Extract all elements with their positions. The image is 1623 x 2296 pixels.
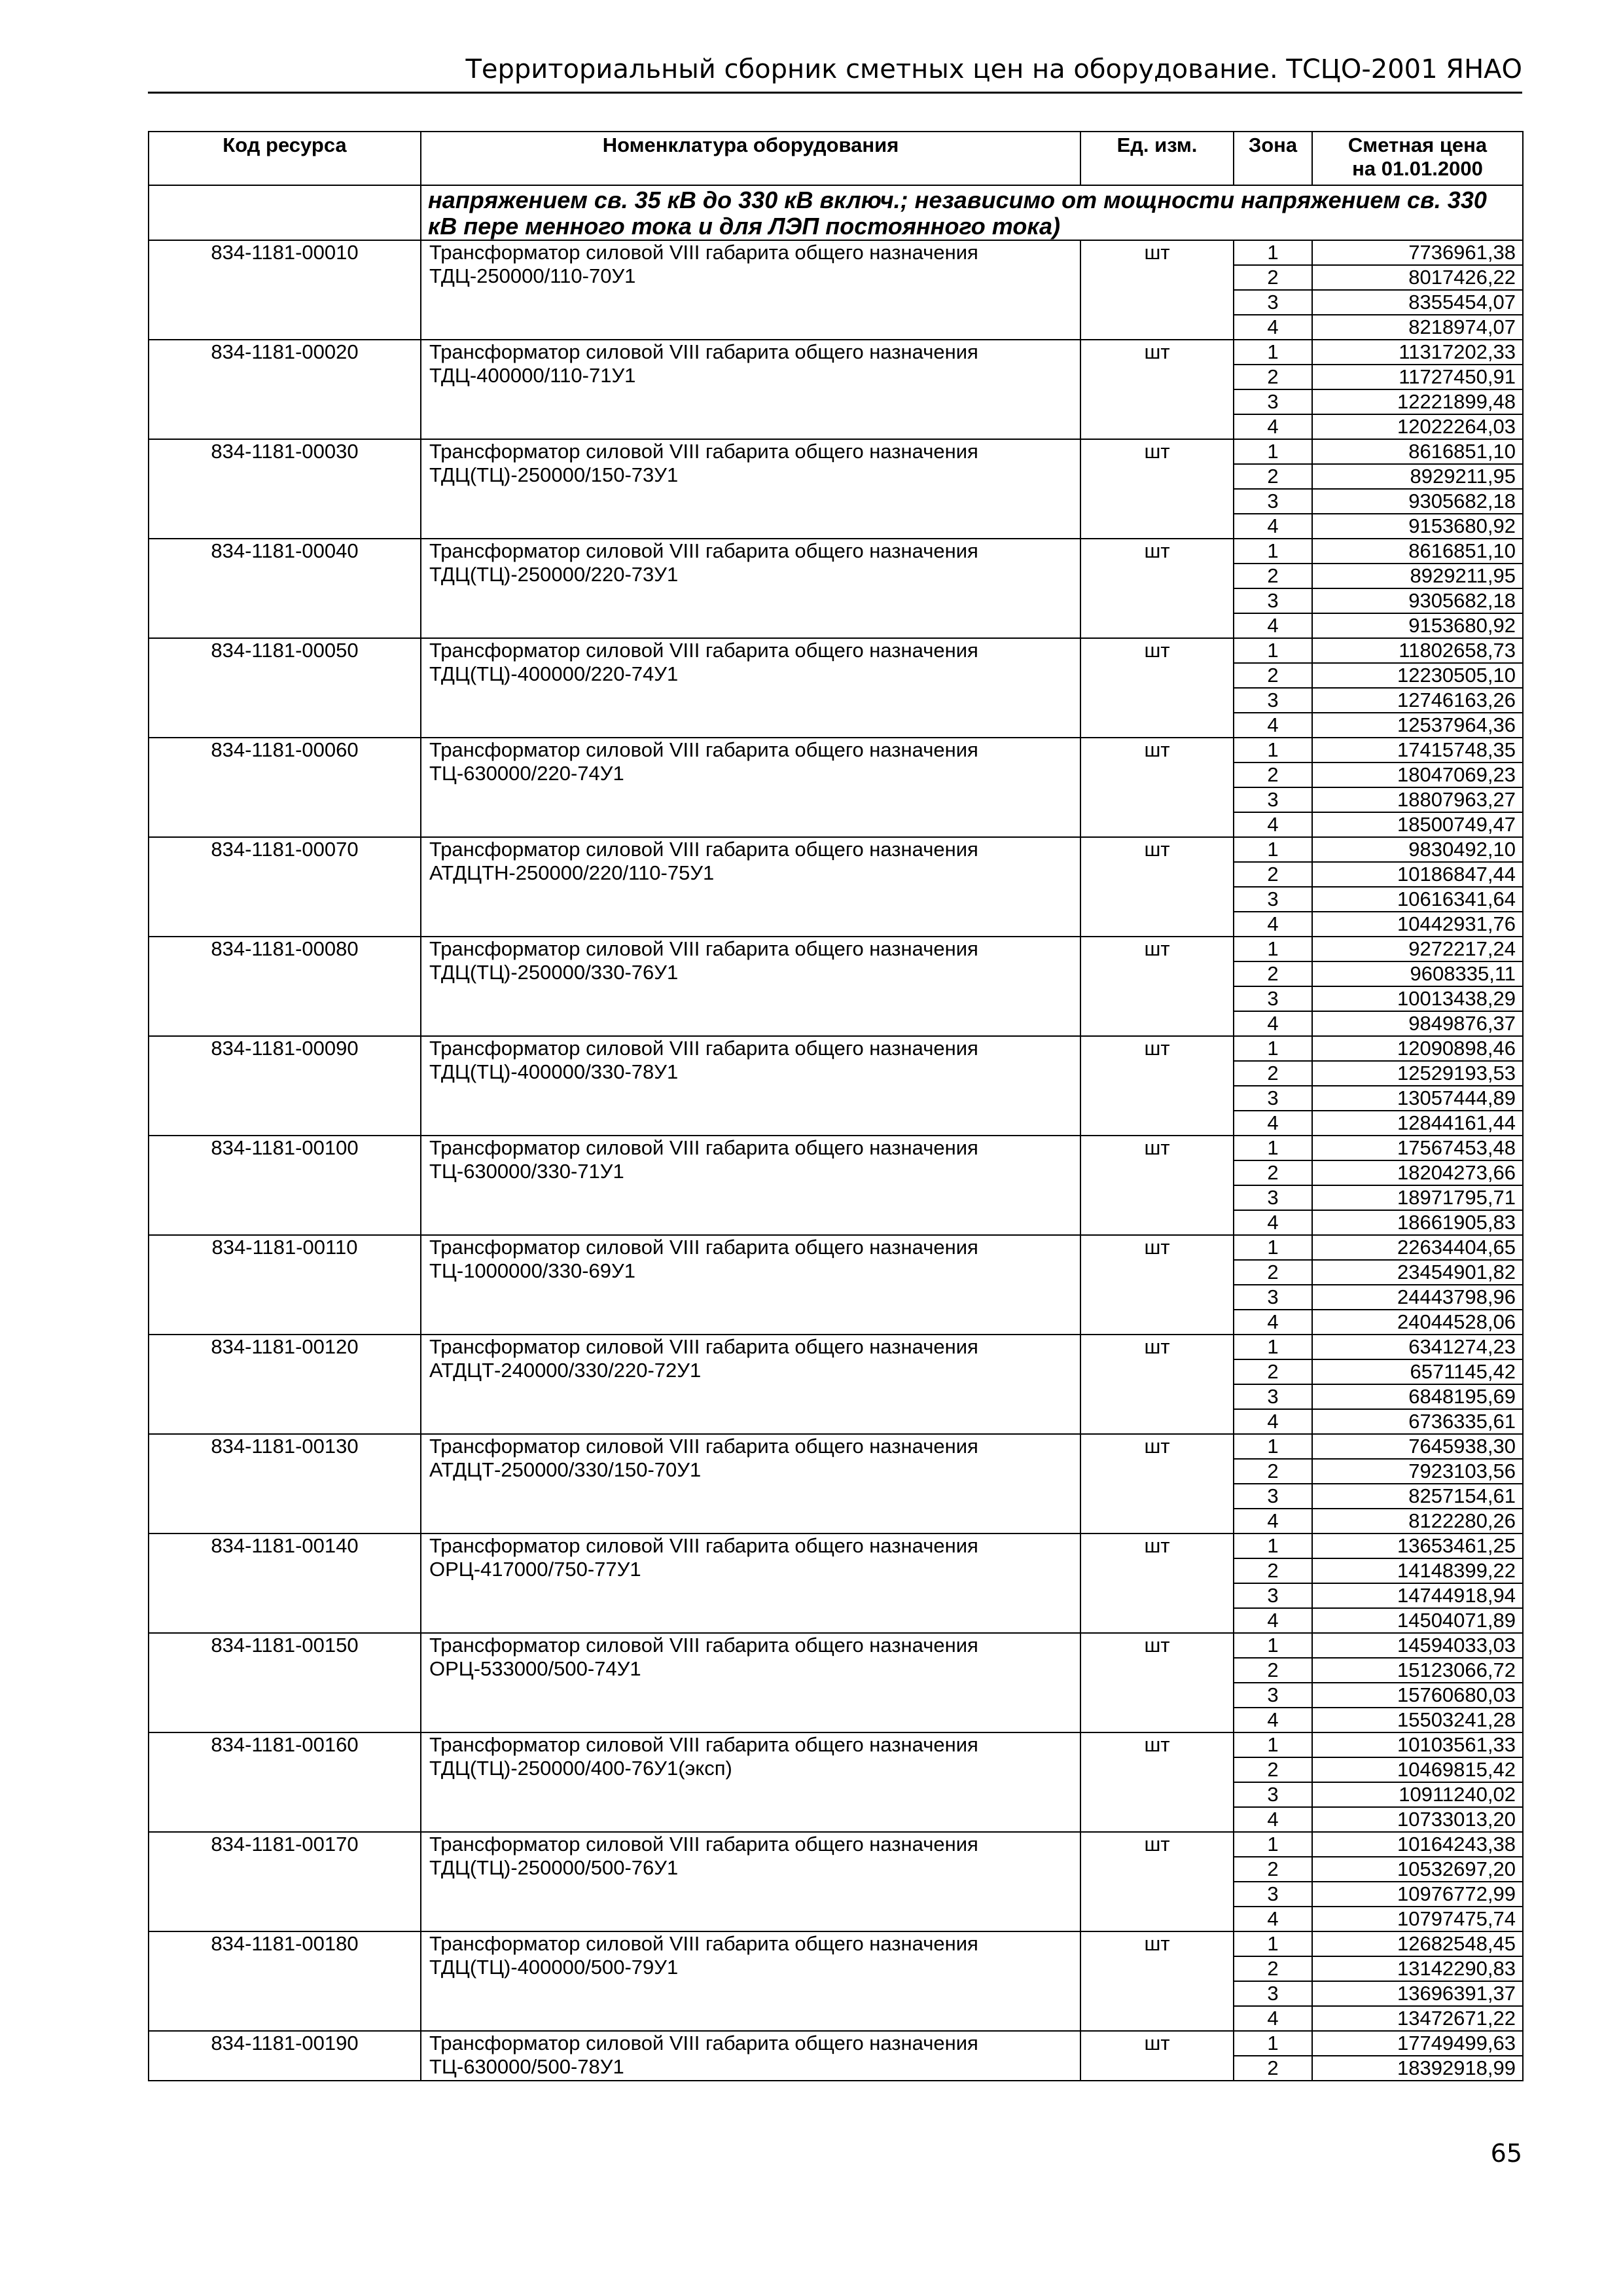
zone-number: 3 [1234, 1782, 1312, 1807]
estimated-price: 12682548,45 [1312, 1931, 1523, 1956]
zone-number: 4 [1234, 1608, 1312, 1633]
zone-number: 4 [1234, 1409, 1312, 1434]
equipment-name: Трансформатор силовой VIII габарита общего назначения ТДЦ(ТЦ)-250000/330-76У1 [421, 937, 1080, 1036]
unit-of-measure: шт [1080, 1335, 1234, 1434]
zone-number: 3 [1234, 588, 1312, 613]
estimated-price: 10013438,29 [1312, 986, 1523, 1011]
unit-of-measure: шт [1080, 1136, 1234, 1235]
zone-number: 4 [1234, 713, 1312, 738]
zone-number: 2 [1234, 961, 1312, 986]
table-row [149, 638, 1523, 663]
resource-code: 834-1181-00060 [149, 738, 421, 837]
zone-number: 1 [1234, 1235, 1312, 1260]
zone-number: 4 [1234, 1210, 1312, 1235]
estimated-price: 18807963,27 [1312, 787, 1523, 812]
equipment-name: Трансформатор силовой VIII габарита общего назначения ТЦ-630000/500-78У1 [421, 2031, 1080, 2081]
zone-number: 2 [1234, 1956, 1312, 1981]
zone-number: 4 [1234, 1807, 1312, 1832]
zone-number: 1 [1234, 937, 1312, 961]
zone-number: 3 [1234, 1086, 1312, 1111]
estimated-price: 9608335,11 [1312, 961, 1523, 986]
estimated-price: 24044528,06 [1312, 1310, 1523, 1335]
equipment-name: Трансформатор силовой VIII габарита общего назначения ТДЦ(ТЦ)-250000/150-73У1 [421, 439, 1080, 539]
zone-number: 1 [1234, 1732, 1312, 1757]
zone-number: 1 [1234, 439, 1312, 464]
zone-number: 1 [1234, 638, 1312, 663]
zone-number: 3 [1234, 489, 1312, 514]
table-row [149, 1235, 1523, 1260]
estimated-price: 8929211,95 [1312, 564, 1523, 588]
estimated-price: 10976772,99 [1312, 1882, 1523, 1907]
column-header-unit: Ед. изм. [1080, 132, 1234, 185]
unit-of-measure: шт [1080, 1434, 1234, 1534]
estimated-price: 15123066,72 [1312, 1658, 1523, 1683]
estimated-price: 7645938,30 [1312, 1434, 1523, 1459]
estimated-price: 8616851,10 [1312, 539, 1523, 564]
zone-number: 2 [1234, 1359, 1312, 1384]
estimated-price: 8218974,07 [1312, 315, 1523, 340]
section-title: напряжением св. 35 кВ до 330 кВ включ.; независимо от мощности напряжением св. 330 кВ пере менного тока и для ЛЭП постоянного тока) [421, 185, 1523, 240]
table-row [149, 1633, 1523, 1658]
zone-number: 2 [1234, 265, 1312, 290]
unit-of-measure: шт [1080, 1732, 1234, 1832]
estimated-price: 12230505,10 [1312, 663, 1523, 688]
table-row [149, 1732, 1523, 1757]
estimated-price: 8355454,07 [1312, 290, 1523, 315]
resource-code: 834-1181-00180 [149, 1931, 421, 2031]
zone-number: 2 [1234, 1558, 1312, 1583]
page-header-title: Территориальный сборник сметных цен на оборудование. ТСЦО-2001 ЯНАО [465, 54, 1522, 84]
resource-code: 834-1181-00120 [149, 1335, 421, 1434]
zone-number: 3 [1234, 1583, 1312, 1608]
unit-of-measure: шт [1080, 2031, 1234, 2081]
equipment-name: Трансформатор силовой VIII габарита общего назначения ТДЦ-250000/110-70У1 [421, 240, 1080, 340]
estimated-price: 12844161,44 [1312, 1111, 1523, 1136]
price-table [148, 131, 1524, 2081]
table-row [149, 240, 1523, 265]
column-header-zone: Зона [1234, 132, 1312, 185]
estimated-price: 10797475,74 [1312, 1907, 1523, 1931]
zone-number: 1 [1234, 738, 1312, 762]
estimated-price: 6571145,42 [1312, 1359, 1523, 1384]
zone-number: 3 [1234, 1683, 1312, 1708]
estimated-price: 9830492,10 [1312, 837, 1523, 862]
equipment-name: Трансформатор силовой VIII габарита общего назначения ТДЦ(ТЦ)-400000/220-74У1 [421, 638, 1080, 738]
table-row [149, 1335, 1523, 1359]
estimated-price: 17415748,35 [1312, 738, 1523, 762]
zone-number: 1 [1234, 2031, 1312, 2056]
estimated-price: 7923103,56 [1312, 1459, 1523, 1484]
zone-number: 4 [1234, 1111, 1312, 1136]
estimated-price: 18500749,47 [1312, 812, 1523, 837]
zone-number: 4 [1234, 514, 1312, 539]
zone-number: 1 [1234, 1335, 1312, 1359]
table-row [149, 1832, 1523, 1857]
resource-code: 834-1181-00190 [149, 2031, 421, 2081]
estimated-price: 6736335,61 [1312, 1409, 1523, 1434]
estimated-price: 6341274,23 [1312, 1335, 1523, 1359]
resource-code: 834-1181-00070 [149, 837, 421, 937]
estimated-price: 8122280,26 [1312, 1509, 1523, 1534]
estimated-price: 11727450,91 [1312, 365, 1523, 389]
estimated-price: 9153680,92 [1312, 613, 1523, 638]
resource-code: 834-1181-00150 [149, 1633, 421, 1732]
estimated-price: 9305682,18 [1312, 489, 1523, 514]
estimated-price: 10186847,44 [1312, 862, 1523, 887]
estimated-price: 9305682,18 [1312, 588, 1523, 613]
estimated-price: 10103561,33 [1312, 1732, 1523, 1757]
estimated-price: 13057444,89 [1312, 1086, 1523, 1111]
zone-number: 2 [1234, 1857, 1312, 1882]
estimated-price: 17567453,48 [1312, 1136, 1523, 1160]
estimated-price: 23454901,82 [1312, 1260, 1523, 1285]
unit-of-measure: шт [1080, 1931, 1234, 2031]
table-row [149, 1136, 1523, 1160]
estimated-price: 10911240,02 [1312, 1782, 1523, 1807]
table-row [149, 837, 1523, 862]
equipment-name: Трансформатор силовой VIII габарита общего назначения ТДЦ(ТЦ)-250000/500-76У1 [421, 1832, 1080, 1931]
estimated-price: 12090898,46 [1312, 1036, 1523, 1061]
resource-code: 834-1181-00170 [149, 1832, 421, 1931]
unit-of-measure: шт [1080, 937, 1234, 1036]
zone-number: 3 [1234, 1882, 1312, 1907]
zone-number: 1 [1234, 539, 1312, 564]
equipment-name: Трансформатор силовой VIII габарита общего назначения ТЦ-630000/220-74У1 [421, 738, 1080, 837]
estimated-price: 18971795,71 [1312, 1185, 1523, 1210]
equipment-name: Трансформатор силовой VIII габарита общего назначения АТДЦТ-250000/330/150-70У1 [421, 1434, 1080, 1534]
equipment-name: Трансформатор силовой VIII габарита общего назначения ТЦ-1000000/330-69У1 [421, 1235, 1080, 1335]
zone-number: 3 [1234, 389, 1312, 414]
column-header-price-line2: на 01.01.2000 [1352, 157, 1483, 180]
column-header-code: Код ресурса [149, 132, 421, 185]
zone-number: 2 [1234, 762, 1312, 787]
zone-number: 4 [1234, 2006, 1312, 2031]
equipment-name: Трансформатор силовой VIII габарита общего назначения ТДЦ(ТЦ)-400000/330-78У1 [421, 1036, 1080, 1136]
equipment-name: Трансформатор силовой VIII габарита общего назначения ОРЦ-417000/750-77У1 [421, 1534, 1080, 1633]
estimated-price: 12221899,48 [1312, 389, 1523, 414]
zone-number: 4 [1234, 1509, 1312, 1534]
header-divider [148, 92, 1522, 94]
unit-of-measure: шт [1080, 1832, 1234, 1931]
zone-number: 3 [1234, 787, 1312, 812]
zone-number: 2 [1234, 1160, 1312, 1185]
zone-number: 2 [1234, 1061, 1312, 1086]
table-row [149, 1534, 1523, 1558]
resource-code: 834-1181-00090 [149, 1036, 421, 1136]
estimated-price: 14594033,03 [1312, 1633, 1523, 1658]
estimated-price: 10532697,20 [1312, 1857, 1523, 1882]
table-row [149, 539, 1523, 564]
zone-number: 4 [1234, 414, 1312, 439]
zone-number: 2 [1234, 1658, 1312, 1683]
zone-number: 1 [1234, 1832, 1312, 1857]
estimated-price: 13472671,22 [1312, 2006, 1523, 2031]
zone-number: 3 [1234, 1285, 1312, 1310]
column-header-name: Номенклатура оборудования [421, 132, 1080, 185]
estimated-price: 14504071,89 [1312, 1608, 1523, 1633]
estimated-price: 12022264,03 [1312, 414, 1523, 439]
page-number: 65 [1490, 2139, 1522, 2168]
zone-number: 4 [1234, 315, 1312, 340]
zone-number: 1 [1234, 1036, 1312, 1061]
zone-number: 3 [1234, 290, 1312, 315]
zone-number: 2 [1234, 1260, 1312, 1285]
estimated-price: 8616851,10 [1312, 439, 1523, 464]
zone-number: 2 [1234, 2056, 1312, 2081]
table-row [149, 738, 1523, 762]
estimated-price: 11317202,33 [1312, 340, 1523, 365]
section-row [149, 185, 1523, 240]
estimated-price: 13696391,37 [1312, 1981, 1523, 2006]
estimated-price: 12746163,26 [1312, 688, 1523, 713]
equipment-name: Трансформатор силовой VIII габарита общего назначения ТДЦ(ТЦ)-250000/400-76У1(эксп) [421, 1732, 1080, 1832]
unit-of-measure: шт [1080, 340, 1234, 439]
estimated-price: 18392918,99 [1312, 2056, 1523, 2081]
zone-number: 4 [1234, 812, 1312, 837]
estimated-price: 12537964,36 [1312, 713, 1523, 738]
estimated-price: 9849876,37 [1312, 1011, 1523, 1036]
zone-number: 2 [1234, 464, 1312, 489]
resource-code: 834-1181-00020 [149, 340, 421, 439]
estimated-price: 8017426,22 [1312, 265, 1523, 290]
unit-of-measure: шт [1080, 539, 1234, 638]
section-empty-cell [149, 185, 421, 240]
table-row [149, 1036, 1523, 1061]
zone-number: 2 [1234, 862, 1312, 887]
resource-code: 834-1181-00100 [149, 1136, 421, 1235]
estimated-price: 17749499,63 [1312, 2031, 1523, 2056]
estimated-price: 6848195,69 [1312, 1384, 1523, 1409]
equipment-name: Трансформатор силовой VIII габарита общего назначения ОРЦ-533000/500-74У1 [421, 1633, 1080, 1732]
resource-code: 834-1181-00010 [149, 240, 421, 340]
zone-number: 2 [1234, 1757, 1312, 1782]
equipment-name: Трансформатор силовой VIII габарита общего назначения ТЦ-630000/330-71У1 [421, 1136, 1080, 1235]
table-row [149, 340, 1523, 365]
column-header-price [1312, 132, 1523, 185]
estimated-price: 10733013,20 [1312, 1807, 1523, 1832]
zone-number: 1 [1234, 837, 1312, 862]
zone-number: 2 [1234, 365, 1312, 389]
unit-of-measure: шт [1080, 1633, 1234, 1732]
zone-number: 4 [1234, 1011, 1312, 1036]
zone-number: 1 [1234, 1931, 1312, 1956]
table-row [149, 2031, 1523, 2056]
estimated-price: 7736961,38 [1312, 240, 1523, 265]
zone-number: 1 [1234, 340, 1312, 365]
zone-number: 2 [1234, 1459, 1312, 1484]
zone-number: 4 [1234, 1907, 1312, 1931]
unit-of-measure: шт [1080, 439, 1234, 539]
estimated-price: 8257154,61 [1312, 1484, 1523, 1509]
estimated-price: 11802658,73 [1312, 638, 1523, 663]
estimated-price: 18047069,23 [1312, 762, 1523, 787]
resource-code: 834-1181-00050 [149, 638, 421, 738]
zone-number: 1 [1234, 1534, 1312, 1558]
estimated-price: 10616341,64 [1312, 887, 1523, 912]
estimated-price: 10469815,42 [1312, 1757, 1523, 1782]
zone-number: 1 [1234, 1136, 1312, 1160]
estimated-price: 10442931,76 [1312, 912, 1523, 937]
resource-code: 834-1181-00140 [149, 1534, 421, 1633]
zone-number: 3 [1234, 1384, 1312, 1409]
equipment-name: Трансформатор силовой VIII габарита общего назначения ТДЦ(ТЦ)-400000/500-79У1 [421, 1931, 1080, 2031]
equipment-name: Трансформатор силовой VIII габарита общего назначения АТДЦТ-240000/330/220-72У1 [421, 1335, 1080, 1434]
zone-number: 4 [1234, 1708, 1312, 1732]
table-row [149, 439, 1523, 464]
table-row [149, 1434, 1523, 1459]
resource-code: 834-1181-00030 [149, 439, 421, 539]
estimated-price: 10164243,38 [1312, 1832, 1523, 1857]
unit-of-measure: шт [1080, 1534, 1234, 1633]
table-header-row [149, 132, 1523, 185]
table-row [149, 1931, 1523, 1956]
zone-number: 3 [1234, 1484, 1312, 1509]
column-header-price-line1: Сметная цена [1347, 134, 1488, 156]
zone-number: 3 [1234, 986, 1312, 1011]
zone-number: 1 [1234, 1633, 1312, 1658]
resource-code: 834-1181-00160 [149, 1732, 421, 1832]
unit-of-measure: шт [1080, 738, 1234, 837]
estimated-price: 12529193,53 [1312, 1061, 1523, 1086]
estimated-price: 24443798,96 [1312, 1285, 1523, 1310]
table-row [149, 937, 1523, 961]
resource-code: 834-1181-00040 [149, 539, 421, 638]
zone-number: 3 [1234, 1981, 1312, 2006]
estimated-price: 14148399,22 [1312, 1558, 1523, 1583]
equipment-name: Трансформатор силовой VIII габарита общего назначения ТДЦ-400000/110-71У1 [421, 340, 1080, 439]
unit-of-measure: шт [1080, 240, 1234, 340]
resource-code: 834-1181-00110 [149, 1235, 421, 1335]
estimated-price: 8929211,95 [1312, 464, 1523, 489]
unit-of-measure: шт [1080, 1235, 1234, 1335]
zone-number: 4 [1234, 1310, 1312, 1335]
unit-of-measure: шт [1080, 1036, 1234, 1136]
unit-of-measure: шт [1080, 638, 1234, 738]
zone-number: 1 [1234, 240, 1312, 265]
estimated-price: 13653461,25 [1312, 1534, 1523, 1558]
zone-number: 3 [1234, 688, 1312, 713]
estimated-price: 9153680,92 [1312, 514, 1523, 539]
estimated-price: 13142290,83 [1312, 1956, 1523, 1981]
zone-number: 4 [1234, 613, 1312, 638]
equipment-name: Трансформатор силовой VIII габарита общего назначения ТДЦ(ТЦ)-250000/220-73У1 [421, 539, 1080, 638]
estimated-price: 9272217,24 [1312, 937, 1523, 961]
estimated-price: 15760680,03 [1312, 1683, 1523, 1708]
zone-number: 2 [1234, 564, 1312, 588]
resource-code: 834-1181-00130 [149, 1434, 421, 1534]
estimated-price: 15503241,28 [1312, 1708, 1523, 1732]
zone-number: 3 [1234, 887, 1312, 912]
zone-number: 4 [1234, 912, 1312, 937]
zone-number: 1 [1234, 1434, 1312, 1459]
zone-number: 2 [1234, 663, 1312, 688]
resource-code: 834-1181-00080 [149, 937, 421, 1036]
estimated-price: 18661905,83 [1312, 1210, 1523, 1235]
zone-number: 3 [1234, 1185, 1312, 1210]
estimated-price: 14744918,94 [1312, 1583, 1523, 1608]
equipment-name: Трансформатор силовой VIII габарита общего назначения АТДЦТН-250000/220/110-75У1 [421, 837, 1080, 937]
estimated-price: 18204273,66 [1312, 1160, 1523, 1185]
estimated-price: 22634404,65 [1312, 1235, 1523, 1260]
unit-of-measure: шт [1080, 837, 1234, 937]
